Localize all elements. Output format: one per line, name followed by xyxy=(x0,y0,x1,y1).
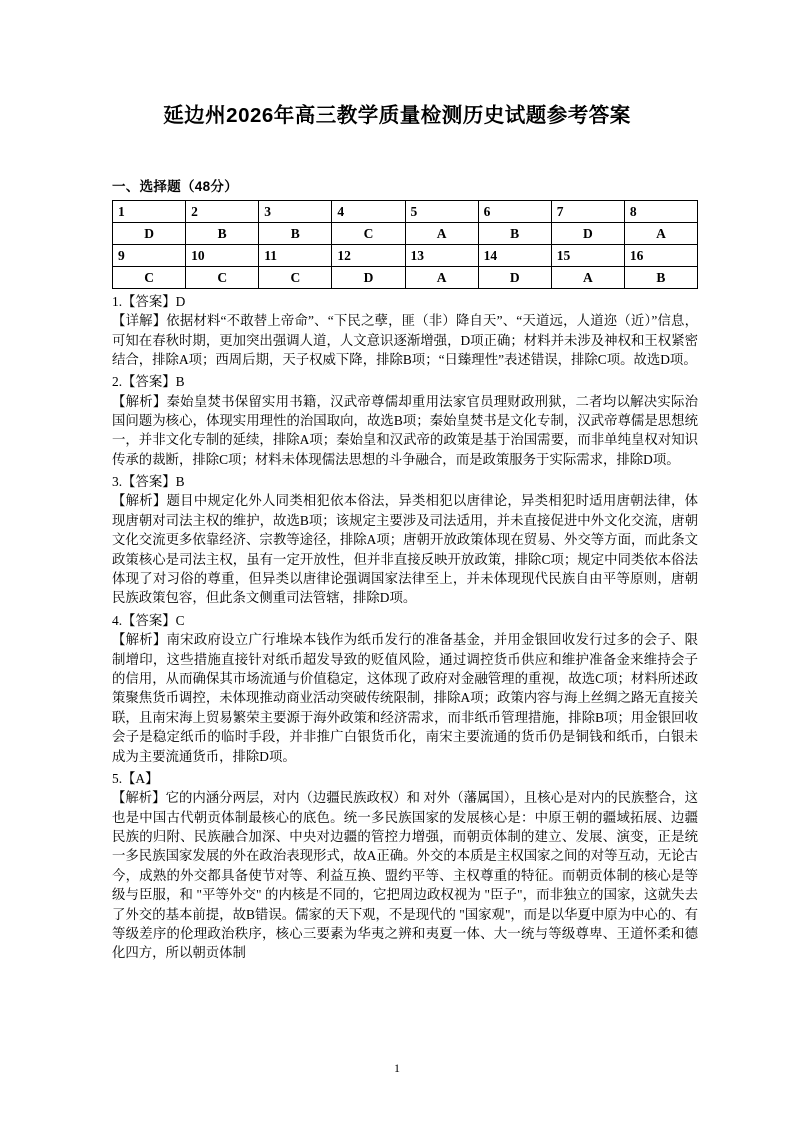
answer-cell: A xyxy=(624,223,697,245)
explanation-number: 3. xyxy=(112,474,123,490)
answer-cell: C xyxy=(332,223,405,245)
explanation-body-label: 【解析】 xyxy=(112,632,167,648)
answer-cell: B xyxy=(624,267,697,289)
explanation-item xyxy=(112,769,698,963)
explanation-body-text: 南宋政府设立广行堆垛本钱作为纸币发行的准备基金，并用金银回收发行过多的会子、限制增印，这些措施直接针对纸币超发导致的贬值风险，通过调控货币供应和维护准备金来维持会子的信用，从而确保其市场流通与价值稳定，这体现了政府对金融管理的重视，故选C项；材料所述政策聚焦货币调控，未体现推动商业活动突破传统限制，排除A项；政策内容与海上丝绸之路无直接关联，且南宋海上贸易繁荣主要源于海外政策和经济需求，而非纸币管理措施，排除B项；用金银回收会子是稳定纸币的临时手段，并非推广白银货币化，南宋主要流通的货币仍是铜钱和纸币，白银未成为主要流通货币，排除D项。 xyxy=(112,632,699,764)
question-number-cell: 4 xyxy=(332,201,405,223)
answer-cell: C xyxy=(113,267,186,289)
explanation-body-text: 依据材料“不敢替上帝命”、“下民之孽，匪（非）降自天”、“天道远，人道迩（近）”信息，可知在春秋时期，更加突出强调人道，人文意识逐渐增强，D项正确；材料并未涉及神权和王权紧密结合，排除A项；西周后期，天子权威下降，排除B项；“日臻理性”表述错误，排除C项。故选D项。 xyxy=(112,313,698,368)
question-number-cell: 15 xyxy=(551,245,624,267)
question-number-cell: 11 xyxy=(259,245,332,267)
explanation-answer-label: 【答案】B xyxy=(122,374,185,390)
answer-cell: C xyxy=(259,267,332,289)
answer-cell: B xyxy=(259,223,332,245)
explanation-body xyxy=(112,491,698,607)
explanation-item xyxy=(112,611,698,766)
explanation-body-text: 题目中规定化外人同类相犯依本俗法，异类相犯以唐律论，异类相犯时适用唐朝法律，体现唐朝对司法主权的维护，故选B项；该规定主要涉及司法适用，并未直接促进中外文化交流，唐朝文化交流更多依靠经济、宗教等途径，排除A项；唐朝开放政策体现在贸易、外交等方面，而此条文政策核心是司法主权，虽有一定开放性，但并非直接反映开放政策，排除C项；规定中同类依本俗法体现了对习俗的尊重，但异类以唐律论强调国家法律至上，并未体现现代民族自由平等原则，唐朝民族政策包容，但此条文侧重司法管辖，排除D项。 xyxy=(112,493,699,606)
table-row xyxy=(113,201,698,223)
explanation-body-text: 它的内涵分两层，对内（边疆民族政权）和 对外（藩属国），且核心是对内的民族整合，这也是中国古代朝贡体制最核心的底色。统一多民族国家的发展核心是：中原王朝的疆域拓展、边疆民族的归附、民族融合加深、中央对边疆的管控力增强，而朝贡体制的建立、发展、演变，正是统一多民族国家发展的外在政治表现形式，故A正确。外交的本质是主权国家之间的对等互动，无论古今，成熟的外交都具备使节对等、利益互换、盟约平等、主权尊重的特征。而朝贡体制的核心是等级与臣服，和 "平等外交" 的内核是不同的，它把周边政权视为 "臣子"，而非独立的国家，这就失去了外交的基本前提，故B错误。儒家的天下观，不是现代的 "国家观"，而是以华夏中原为中心的、有等级差序的伦理政治秩序，核心三要素为华夷之辨和夷夏一体、大一统与等级尊卑、王道怀柔和德化四方，所以朝贡体制 xyxy=(112,790,698,961)
explanation-answer-line xyxy=(112,372,698,391)
table-row xyxy=(113,223,698,245)
explanation-item xyxy=(112,292,698,369)
explanation-item xyxy=(112,472,698,608)
question-number-cell: 6 xyxy=(478,201,551,223)
question-number-cell: 13 xyxy=(405,245,478,267)
answer-cell: A xyxy=(405,223,478,245)
explanation-answer-line xyxy=(112,472,698,491)
answer-cell: B xyxy=(478,223,551,245)
section-heading-choice: 一、选择题（48分） xyxy=(112,179,239,194)
explanation-answer-label: 【答案】B xyxy=(122,474,185,490)
explanation-answer-label: 【答案】C xyxy=(122,612,185,628)
explanation-body-text: 秦始皇焚书保留实用书籍，汉武帝尊儒却重用法家官员理财政刑狱，二者均以解决实际治国问题为核心，体现实用理性的治国取向，故选B项；秦始皇焚书是文化专制，汉武帝尊儒是思想统一，并非文化专制的延续，排除A项；秦始皇和汉武帝的政策是基于治国需要，而非单纯皇权对知识传承的裁断，排除C项；材料未体现儒法思想的斗争融合，而是政策服务于实际需求，排除D项。 xyxy=(112,393,699,467)
explanation-answer-line xyxy=(112,292,698,311)
question-number-cell: 7 xyxy=(551,201,624,223)
answer-cell: D xyxy=(113,223,186,245)
page-title: 延边州2026年高三教学质量检测历史试题参考答案 xyxy=(163,104,631,127)
explanation-answer-label: 【A】 xyxy=(122,770,159,786)
answer-cell: D xyxy=(332,267,405,289)
table-row xyxy=(113,267,698,289)
explanation-number: 5. xyxy=(112,770,123,786)
explanation-answer-line xyxy=(112,611,698,630)
explanation-body xyxy=(112,311,698,369)
question-number-cell: 8 xyxy=(624,201,697,223)
question-number-cell: 12 xyxy=(332,245,405,267)
question-number-cell: 9 xyxy=(113,245,186,267)
explanation-body xyxy=(112,788,698,963)
question-number-cell: 16 xyxy=(624,245,697,267)
explanation-body-label: 【解析】 xyxy=(112,393,167,409)
document-content xyxy=(112,175,698,963)
answer-cell: D xyxy=(478,267,551,289)
table-row xyxy=(113,245,698,267)
explanation-answer-label: 【答案】D xyxy=(122,294,186,309)
explanation-body xyxy=(112,392,698,470)
question-number-cell: 3 xyxy=(259,201,332,223)
question-number-cell: 14 xyxy=(478,245,551,267)
explanation-body-label: 【详解】 xyxy=(112,313,167,329)
explanation-number: 1. xyxy=(112,294,123,309)
answer-cell: B xyxy=(186,223,259,245)
question-number-cell: 2 xyxy=(186,201,259,223)
question-number-cell: 5 xyxy=(405,201,478,223)
explanation-answer-line xyxy=(112,769,698,788)
explanation-number: 4. xyxy=(112,612,123,628)
question-number-cell: 10 xyxy=(186,245,259,267)
answer-cell: A xyxy=(405,267,478,289)
answer-key-table xyxy=(112,200,698,289)
answer-cell: D xyxy=(551,223,624,245)
answer-cell: A xyxy=(551,267,624,289)
explanation-item xyxy=(112,372,698,469)
explanation-body xyxy=(112,630,698,766)
explanation-number: 2. xyxy=(112,374,123,390)
question-number-cell: 1 xyxy=(113,201,186,223)
answer-cell: C xyxy=(186,267,259,289)
explanation-body-label: 【解析】 xyxy=(112,790,166,806)
page-number: 1 xyxy=(394,1061,400,1075)
explanation-body-label: 【解析】 xyxy=(112,493,167,509)
